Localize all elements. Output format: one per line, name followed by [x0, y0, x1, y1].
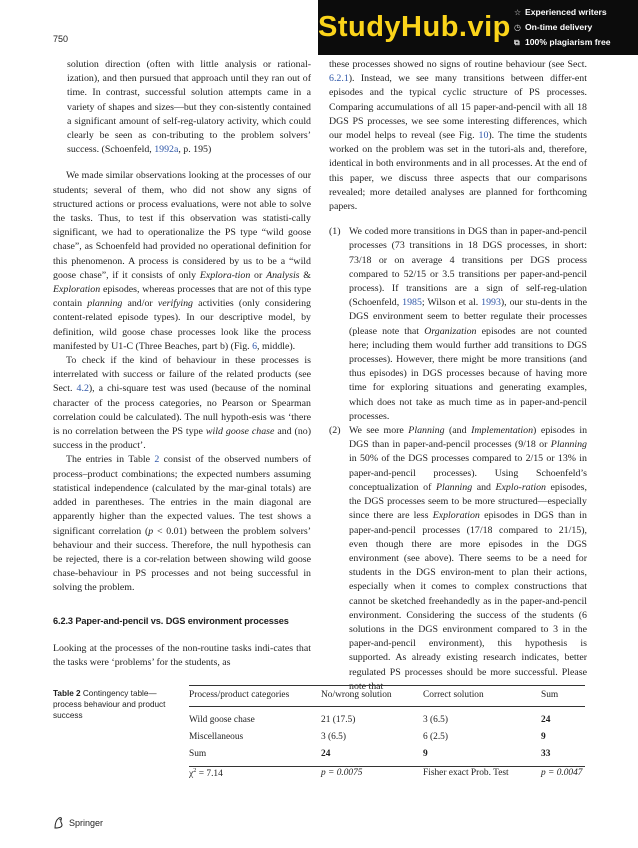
banner-feature [514, 5, 611, 20]
paragraph: these processes showed no signs of routine behaviour (see Sect. 6.2.1). Instead, we see many transitions between differ-ent episodes and the typical cyclic structure of PS processes. Comparing accumulations of all 15 paper-and-pencil with all 18 DGS PS processes, we see some interesting differences, which our model helps to reveal (see Fig. 10). The time the students worked on the problem was set in the tutori-als and, therefore, identical in both environments and in all processes. At the end of this paper, we discuss three aspects that our comparisons revealed; more detailed analyses are planned for forthcoming papers. [329, 59, 588, 213]
table-row: Miscellaneous 3 (6.5) 6 (2.5) 9 [189, 732, 546, 742]
table-label: Table 2 [53, 689, 81, 698]
citation-link[interactable]: 1993 [481, 297, 501, 309]
table-row: Sum 24 9 33 [189, 749, 551, 759]
list-item: (2) We see more Planning (and Implementation) episodes in DGS than in paper-and-pencil processes (9/18 or Planning in 50% of the DGS processes compared to 2/15 or 13% in paper-and-pencil processes). Using Schoenfeld’s conceptualization of Planning and Explo-ration episodes, the DGS processes seem to be more structured—especially since there are less Exploration episodes in DGS than in paper-and-pencil processes (17/18 compared to 21/15), even though there are more episodes in the DGS environment (see above). There seems to be a need for students in the DGS environ-ment to plan their actions, especially when it comes to complex constructions that cannot be sketched freehandedly as in the paper-and-pencil environment. Considering the success of the students (6 solutions in the DGS environment compared to 3 in the paper-and-pencil environment), this hypothesis is supported. As already existing research indicates, better regulated PS processes should be more successful. Please note that [329, 425, 588, 692]
page-number: 750 [53, 34, 69, 44]
figure-link[interactable]: 6 [252, 340, 258, 352]
paragraph: We made similar observations looking at the processes of our students; several of them, who did not show any signs of structured actions or process evaluations, were not able to solve the tasks. Thus, to test if this observation was statisti-cally significant, we had to operationalize the PS type “wild goose chase”, as Schoenfeld had provided no operational definition for this phenomenon. A process is considered by us to be a “wild goose chase”, if it consists of only Explora-tion or Analysis & Exploration episodes, whereas processes that are not of this type contain planning and/or verifying activities (only considering content-related episode types). In our descriptive model, by definition, wild goose chase processes look like the process manifested by U1-C (Three Beaches, part b) (Fig. 6, middle). [53, 170, 311, 352]
paragraph: Looking at the processes of the non-routine tasks indi-cates that the tasks were ‘problems’ for the students, as [53, 642, 311, 668]
right-column [329, 58, 587, 694]
section-link[interactable]: 6.2.1 [329, 73, 349, 85]
star-icon: ☆ [514, 8, 522, 17]
copy-icon: ⧉ [514, 38, 520, 47]
table-link[interactable]: 2 [154, 454, 160, 466]
springer-footer [53, 816, 103, 829]
contingency-table [189, 686, 585, 782]
figure-link[interactable]: 10 [478, 130, 489, 142]
block-quote: solution direction (often with little analysis or rational-ization), and then pursued that approach until they ran out of time. In contrast, successful solution attempts came in a variety of shapes and sizes—but they con-sistently contained a significant amount of self-reg-ulatory activity, which could clearly be seen as con-tributing to the problem solvers’ success. (Schoenfeld, 1992a, p. 195) [67, 59, 311, 156]
citation-link[interactable]: 1992a [154, 144, 179, 156]
table-row: Wild goose chase 21 (17.5) 3 (6.5) 24 [189, 715, 551, 725]
list-number: (2) [329, 425, 341, 437]
table-header-row [189, 686, 585, 707]
section-heading: 6.2.3 Paper-and-pencil vs. DGS environment processes [53, 615, 289, 626]
table-header: Sum [541, 686, 585, 707]
table-header: No/wrong solution [321, 686, 423, 707]
springer-horse-icon [53, 816, 64, 829]
banner-feature [514, 35, 611, 50]
banner-feature-list [508, 5, 611, 50]
clock-icon: ◷ [514, 23, 521, 32]
citation-link[interactable]: 1985 [402, 297, 422, 309]
studyhub-banner[interactable] [318, 0, 638, 55]
banner-feature-text: Experienced writers [525, 7, 607, 17]
banner-feature-text: 100% plagiarism free [525, 37, 611, 47]
studyhub-logo[interactable]: StudyHub.vip [318, 11, 511, 43]
banner-feature-text: On-time delivery [525, 22, 593, 32]
paragraph: To check if the kind of behaviour in these processes is interrelated with success or failure of the related products (see Sect. 4.2), a chi-square test was used (because of the nominal character of the process categories, no Pearson or Spearman correlation could be calculated). The null hypoth-esis was ‘there is no correlation between the PS type wild goose chase and (no) success in the product’. [53, 355, 311, 452]
section-link[interactable]: 4.2 [76, 383, 89, 395]
paragraph: The entries in Table 2 consist of the observed numbers of process–product combinations; the expected numbers assuming statistical independence (calculated by the mar-ginal totals) are added in parentheses. The entries in the main diagonal are apparently higher than the expected values. The test shows a significant correlation (p < 0.01) between the problem solvers’ behaviour and their success. Therefore, the null hypothesis can be rejected, there is a cor-relation between showing wild goose chase-behaviour in PS processes and not being successful in solving the problem. [53, 454, 311, 594]
table-row: $\chi^2 = 7.14$ p = 0.0075 Fisher exact Prob. Test p = 0.0047 [189, 767, 583, 780]
list-item: (1) We coded more transitions in DGS than in paper-and-pencil processes (73 transitions in 18 DGS processes, in short: 73/18 or on average 4 transitions per DGS process compared to 52/15 or 3.5 transitions per paper-and-pencil process). If transitions are a sign of self-reg-ulation (Schoenfeld, 1985; Wilson et al. 1993), our stu-dents in the DGS environment seem to better regulate their processes (please note that Organization episodes are not counted here; including them would further add transitions to DGS processes). However, there might be more transitions (and thus episodes) in DGS processes because of having more time for exploring situations and generating examples, which does not take as much time as in paper-and-pencil processes. [329, 226, 588, 422]
list-number: (1) [329, 226, 341, 238]
table-bottom-rule [189, 766, 585, 767]
table-header: Correct solution [423, 686, 541, 707]
table-caption: Table 2 Contingency table—process behaviour and product success [53, 689, 166, 720]
publisher-name: Springer [69, 817, 104, 828]
left-column [53, 58, 311, 670]
table-header: Process/product categories [189, 686, 321, 707]
banner-feature [514, 20, 611, 35]
